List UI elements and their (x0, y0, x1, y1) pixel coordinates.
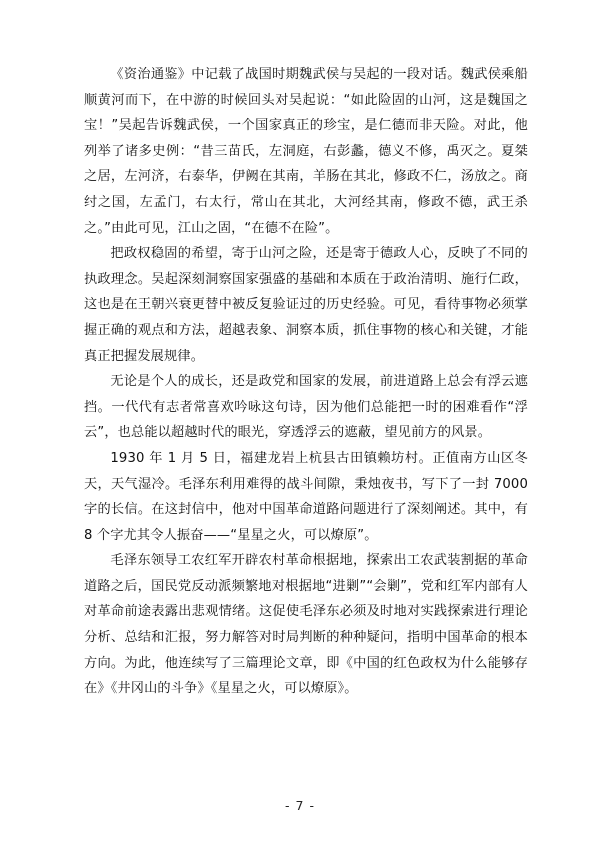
paragraph-1: 《资治通鉴》中记载了战国时期魏武侯与吴起的一段对话。魏武侯乘船顺黄河而下，在中游的时候回头对吴起说：“如此险固的山河，这是魏国之宝！”吴起告诉魏武侯，一个国家真正的珍宝，是仁德而非天险。对此，他列举了诸多史例：“昔三苗氏，左洞庭，右彭蠡，德义不修，禹灭之。夏桀之居，左河济，右泰华，伊阙在其南，羊肠在其北，修政不仁，汤放之。商纣之国，左孟门，右太行，常山在其北，大河经其南，修政不德，武王杀之。”由此可见，江山之固，“在德不在险”。 (84, 67, 528, 236)
paragraph-2: 把政权稳固的希望，寄于山河之险，还是寄于德政人心，反映了不同的执政理念。吴起深刻洞察国家强盛的基础和本质在于政治清明、施行仁政，这也是在王朝兴衰更替中被反复验证过的历史经验。可见，看待事物必须掌握正确的观点和方法，超越表象、洞察本质，抓住事物的核心和关键，才能真正把握发展规律。 (84, 246, 528, 364)
page-number: - 7 - (285, 798, 315, 813)
paragraph-4: 1930 年 1 月 5 日，福建龙岩上杭县古田镇赖坊村。正值南方山区冬天，天气湿冷。毛泽东利用难得的战斗间隙，秉烛夜书，写下了一封 7000 字的长信。在这封信中，他对中国革命道路问题进行了深刻阐述。其中，有 8 个字尤其令人振奋——“星星之火，可以燎原”。 (84, 450, 528, 543)
paragraph-3: 无论是个人的成长，还是政党和国家的发展，前进道路上总会有浮云遮挡。一代代有志者常喜欢吟咏这句诗，因为他们总能把一时的困难看作“浮云”，也总能以超越时代的眼光，穿透浮云的遮蔽，望见前方的风景。 (84, 374, 528, 441)
paragraph-5: 毛泽东领导工农红军开辟农村革命根据地，探索出工农武装割据的革命道路之后，国民党反动派频繁地对根据地“进剿”“会剿”，党和红军内部有人对革命前途表露出悲观情绪。这促使毛泽东必须及时地对实践探索进行理论分析、总结和汇报，努力解答对时局判断的种种疑问，指明中国革命的根本方向。为此，他连续写了三篇理论文章，即《中国的红色政权为什么能够存在》《井冈山的斗争》《星星之火，可以燎原》。 (84, 553, 528, 697)
document-body (84, 62, 528, 702)
